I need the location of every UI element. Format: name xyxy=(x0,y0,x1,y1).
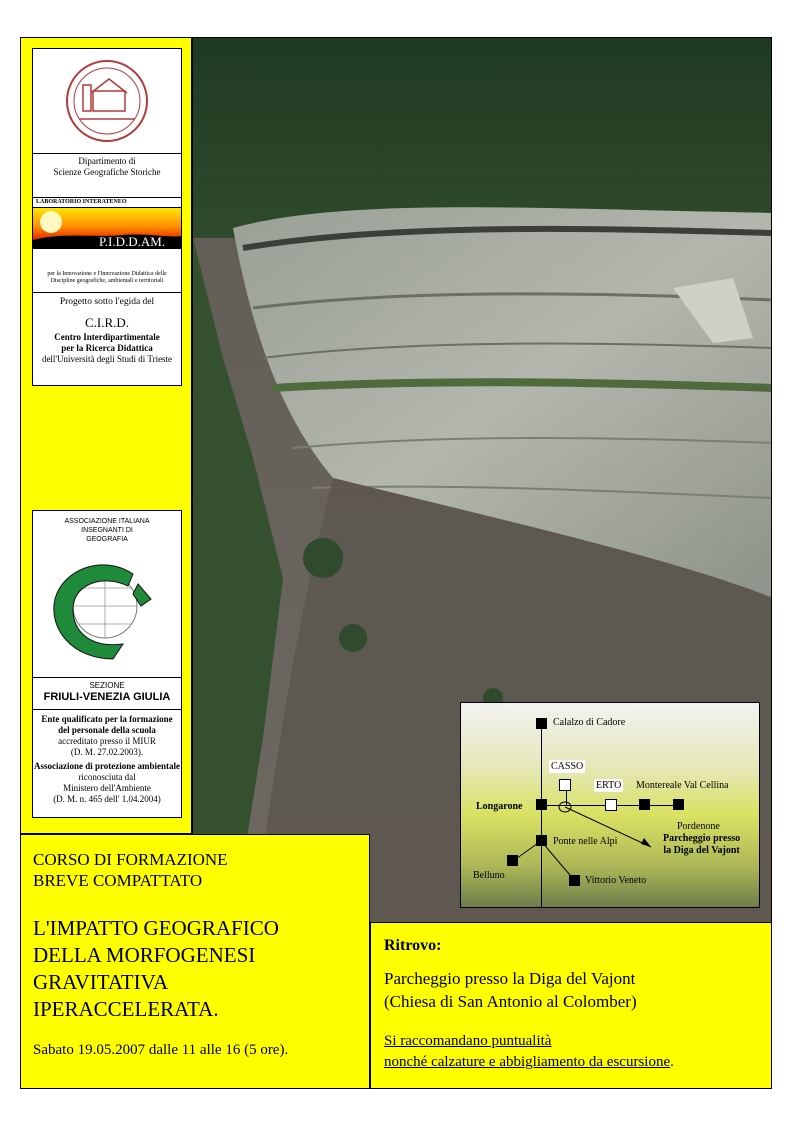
map-label-vittorio: Vittorio Veneto xyxy=(585,875,647,886)
meeting-note-end: . xyxy=(670,1054,674,1070)
map-node-calalzo xyxy=(536,718,547,729)
map-label-longarone: Longarone xyxy=(476,801,523,812)
course-type-1: CORSO DI FORMAZIONE xyxy=(33,850,228,869)
cird-intro: Progetto sotto l'egida del xyxy=(59,297,155,307)
course-title-1: L'IMPATTO GEOGRAFICO xyxy=(33,916,279,940)
map-label-pordenone: Pordenone xyxy=(677,821,720,832)
map-node-casso xyxy=(559,779,571,791)
meeting-note-2: nonché calzature e abbigliamento da escursione xyxy=(384,1054,671,1070)
aiig-ministero-2: (D. M. n. 465 dell' 1.04.2004) xyxy=(53,794,161,804)
meeting-note-1: Si raccomandano puntualità xyxy=(384,1033,552,1049)
map-label-ponte: Ponte nelle Alpi xyxy=(553,836,618,847)
cird-full-2: per la Ricerca Didattica xyxy=(61,343,153,353)
course-title-2: DELLA MORFOGENESI xyxy=(33,943,256,967)
department-line-2: Scienze Geografiche Storiche xyxy=(53,167,161,177)
cird-university: dell'Università degli Studi di Trieste xyxy=(41,354,173,364)
aiig-header-2: INSEGNANTI DI xyxy=(81,527,133,534)
sunset-graphic xyxy=(33,208,181,249)
course-title-4: IPERACCELERATA. xyxy=(33,997,219,1021)
lab-name: P.I.D.D.AM. xyxy=(99,234,166,249)
aiig-assoc-1: Associazione di protezione ambientale xyxy=(33,761,181,771)
aiig-globe-logo xyxy=(33,544,181,674)
department-line-1: Dipartimento di xyxy=(78,156,136,166)
aiig-box xyxy=(32,510,182,818)
course-date: Sabato 19.05.2007 dalle 11 alle 16 (5 ore). xyxy=(33,1042,289,1058)
map-parcheggio-2: la Diga del Vajont xyxy=(663,845,740,856)
map-node-vittorio xyxy=(569,875,580,886)
map-node-longarone xyxy=(536,799,547,810)
aiig-accreditato-1: accreditato presso il MIUR xyxy=(58,736,156,746)
map-node-montereale xyxy=(639,799,650,810)
aiig-section-name: FRIULI-VENEZIA GIULIA xyxy=(43,691,171,703)
map-node-pordenone xyxy=(673,799,684,810)
map-label-erto: ERTO xyxy=(596,780,622,791)
meeting-heading: Ritrovo: xyxy=(384,937,442,954)
aiig-ministero-1: Ministero dell'Ambiente xyxy=(63,783,151,793)
aiig-header-1: ASSOCIAZIONE ITALIANA xyxy=(64,518,150,525)
map-parcheggio-1: Parcheggio presso xyxy=(663,833,741,844)
course-type-2: BREVE COMPATTATO xyxy=(33,871,203,890)
lab-banner-text: LABORATORIO INTERATENEO xyxy=(33,197,181,208)
aiig-assoc-2: riconosciuta dal xyxy=(78,772,136,782)
cird-name: C.I.R.D. xyxy=(84,315,130,330)
meeting-place-1: Parcheggio presso la Diga del Vajont xyxy=(384,969,636,988)
map-label-montereale: Montereale Val Cellina xyxy=(636,780,729,791)
map-label-belluno: Belluno xyxy=(473,870,505,881)
piddam-banner xyxy=(33,197,181,249)
route-map xyxy=(460,702,760,908)
course-title-3: GRAVITATIVA xyxy=(33,970,169,994)
aiig-ente-2: del personale della scuola xyxy=(58,725,156,735)
meeting-panel xyxy=(370,922,772,1089)
map-label-casso: CASSO xyxy=(551,761,584,772)
map-label-calalzo: Calalzo di Cadore xyxy=(553,717,626,728)
map-label-parcheggio xyxy=(663,833,740,857)
university-box xyxy=(32,48,182,386)
map-node-belluno xyxy=(507,855,518,866)
lab-caption-1: per la Innovazione e l'Innovazione Didattica delle xyxy=(47,271,167,277)
aiig-accreditato-2: (D. M. 27.02.2003). xyxy=(70,747,144,757)
university-seal-logo xyxy=(33,49,181,153)
cird-full-1: Centro Interdipartimentale xyxy=(54,332,160,342)
aiig-section-label: SEZIONE xyxy=(89,681,125,690)
aiig-ente-1: Ente qualificato per la formazione xyxy=(41,714,173,724)
meeting-place-2: (Chiesa di San Antonio al Colomber) xyxy=(384,992,637,1011)
aiig-header-3: GEOGRAFIA xyxy=(86,536,128,543)
map-node-erto xyxy=(605,799,617,811)
course-info-panel xyxy=(20,834,370,1089)
map-node-ponte xyxy=(536,835,547,846)
lab-caption-2: Discipline geografiche, ambientali e territoriali xyxy=(50,278,164,284)
